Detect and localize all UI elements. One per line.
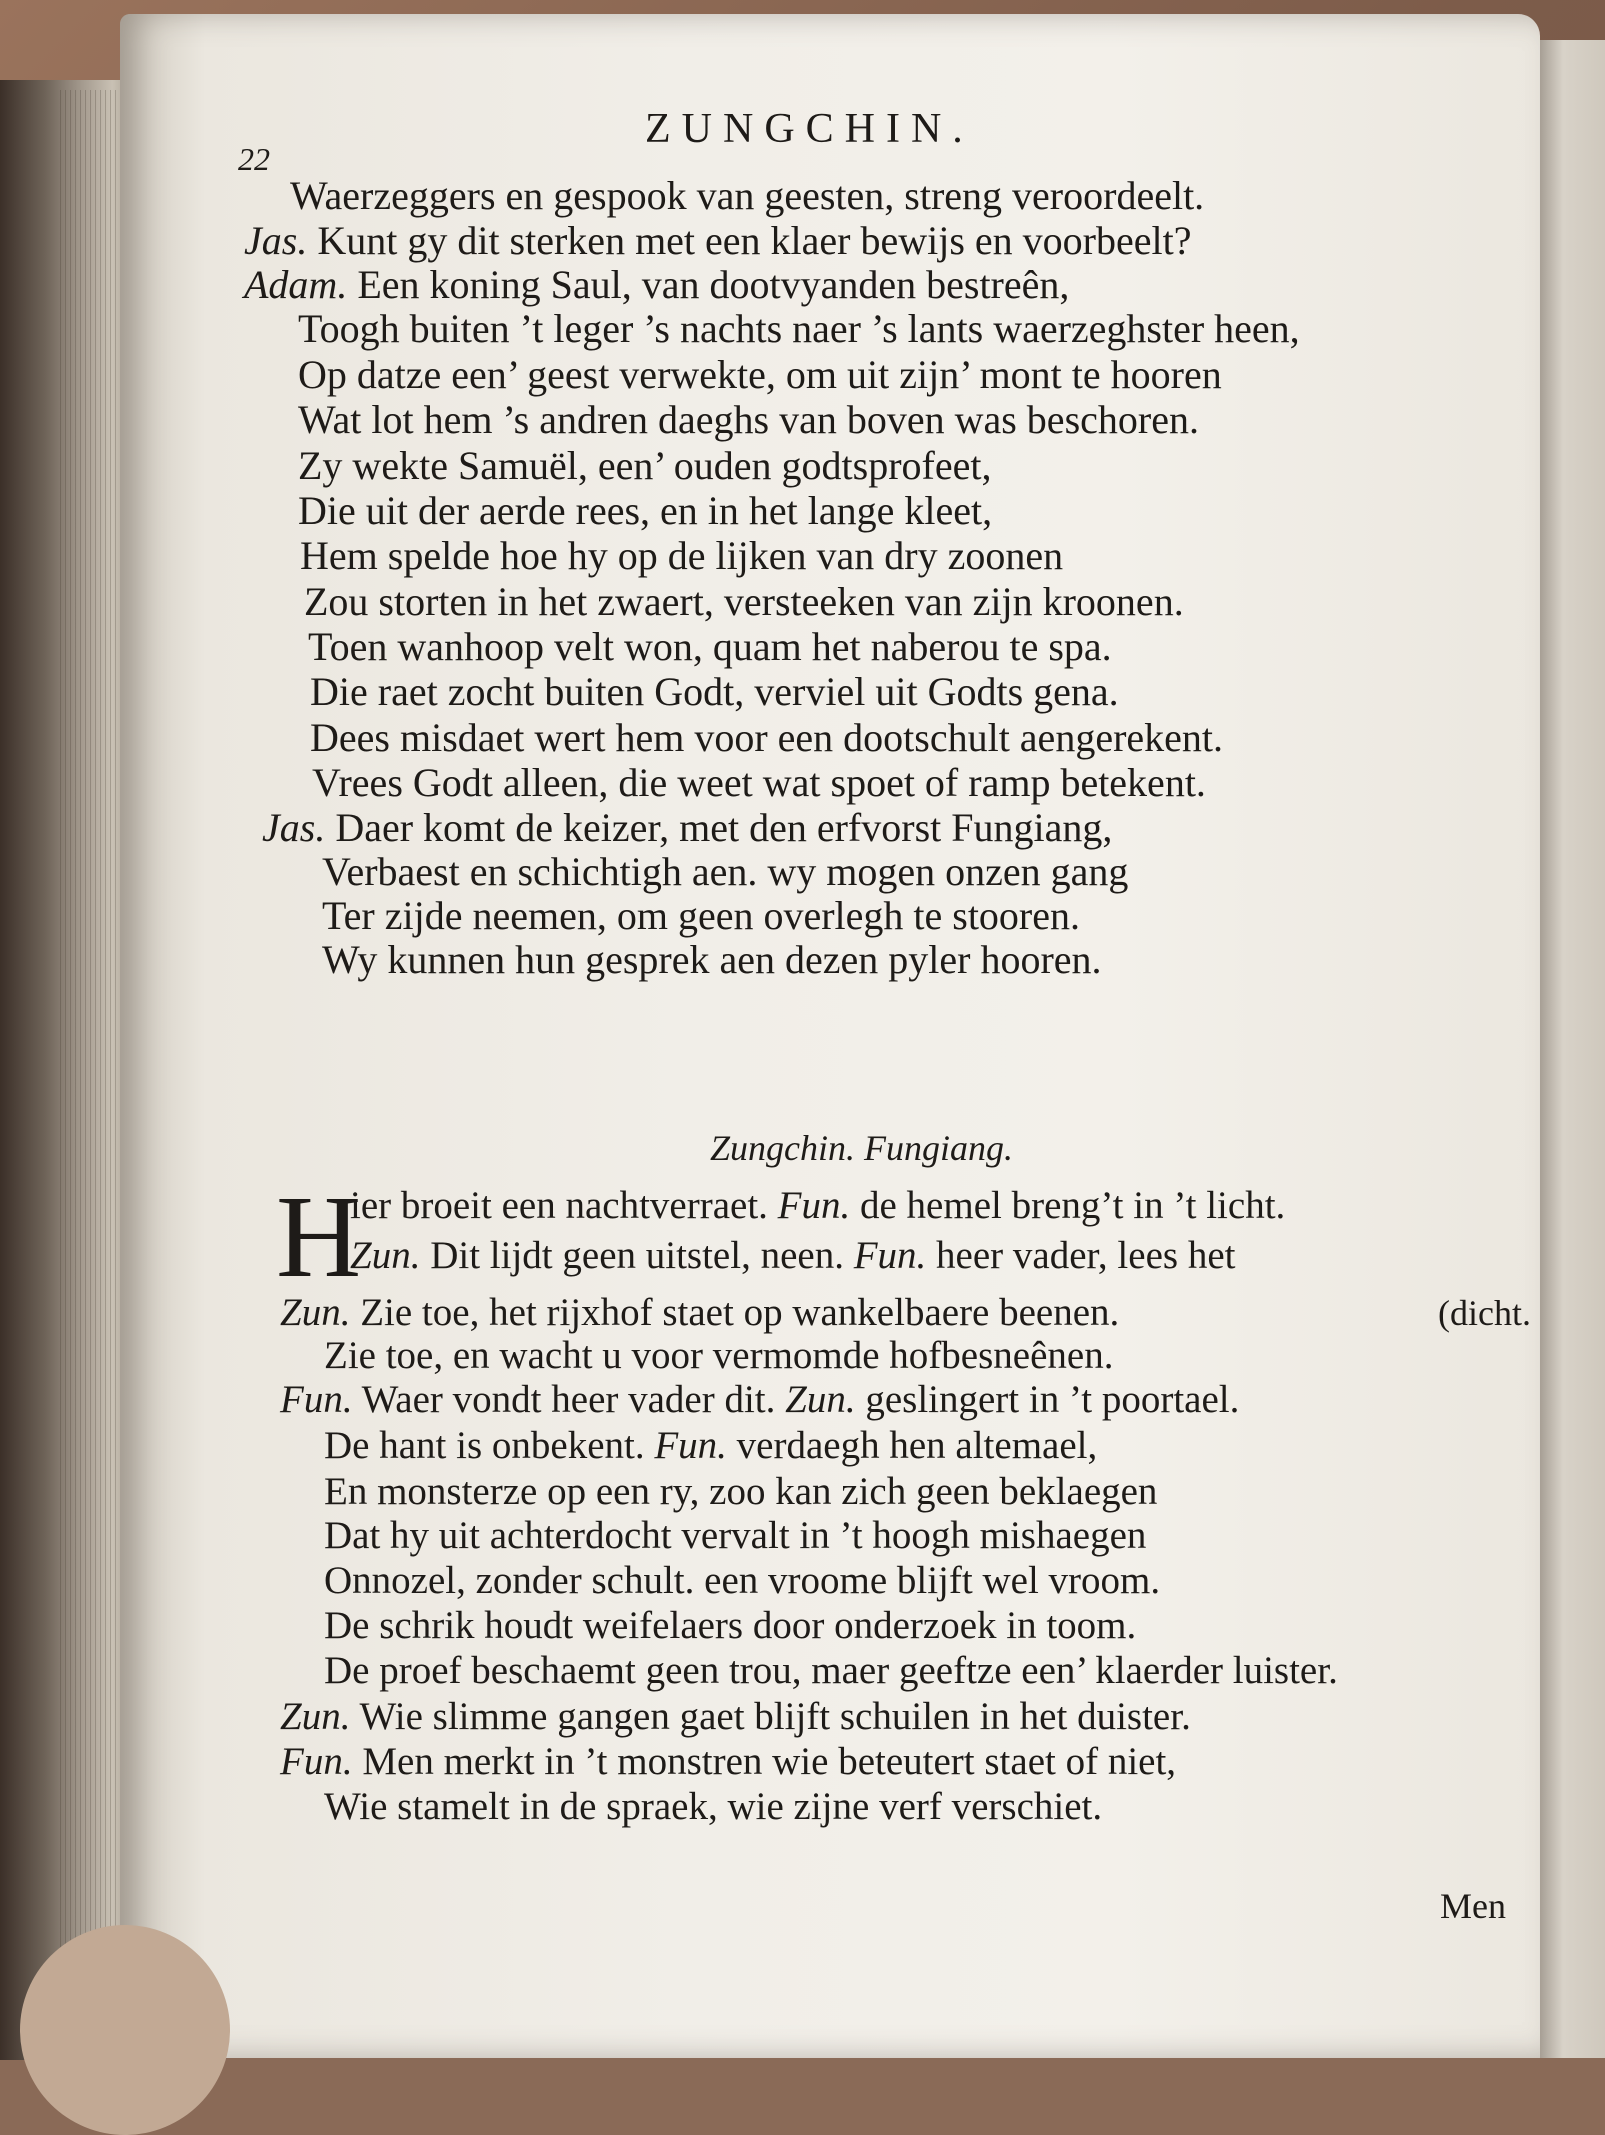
verse-line	[324, 1606, 1136, 1645]
verse-line	[350, 1236, 1235, 1275]
line-text: Daer komt de keizer, met den erfvorst Fungiang,	[335, 805, 1113, 850]
verse-line	[324, 1336, 1113, 1375]
line-text: Vrees Godt alleen, die weet wat spoet of ramp betekent.	[312, 760, 1206, 805]
speaker-label: Zun.	[280, 1695, 351, 1738]
thumb-marker	[20, 1925, 230, 2135]
line-text: de hemel breng’t in ’t licht.	[860, 1184, 1286, 1227]
line-text: Ter zijde neemen, om geen overlegh te stooren.	[322, 893, 1081, 938]
verse-line	[324, 1787, 1102, 1826]
verse-line	[324, 1516, 1146, 1555]
line-text: heer vader, lees het	[936, 1234, 1236, 1277]
speaker-label: Adam.	[244, 262, 348, 307]
speaker-label: Fun.	[280, 1378, 353, 1421]
line-text: Wie stamelt in de spraek, wie zijne verf verschiet.	[324, 1785, 1103, 1828]
verse-line	[262, 805, 1113, 850]
verse-line	[324, 1651, 1338, 1690]
verse-line	[308, 624, 1112, 669]
line-text: Zie toe, het rijxhof staet op wankelbaere beenen.	[360, 1291, 1120, 1334]
verse-line	[244, 218, 1192, 263]
verse-line	[298, 352, 1222, 397]
line-text: Wy kunnen hun gesprek aen dezen pyler hooren.	[322, 937, 1102, 982]
speaker-label: Fun.	[654, 1424, 727, 1467]
verse-line	[322, 849, 1129, 894]
speaker-label: Fun.	[777, 1184, 851, 1227]
verse-line	[300, 533, 1064, 578]
drop-cap: H	[276, 1171, 362, 1302]
verse-line	[280, 1742, 1176, 1781]
line-text: geslingert in ’t poortael.	[865, 1378, 1240, 1421]
speaker-label: Zun.	[785, 1378, 856, 1421]
adjacent-page	[1535, 40, 1605, 2058]
speaker-label: Jas.	[262, 805, 326, 850]
line-text: Onnozel, zonder schult. een vroome blijft wel vroom.	[324, 1559, 1161, 1602]
line-text: Kunt gy dit sterken met een klaer bewijs en voorbeelt?	[317, 218, 1192, 263]
verse-line	[322, 893, 1081, 938]
verse-line	[350, 1186, 1285, 1225]
verse-line	[322, 937, 1102, 982]
line-text: Die raet zocht buiten Godt, verviel uit Godts gena.	[310, 669, 1119, 714]
speaker-label: Zun.	[280, 1291, 351, 1334]
speaker-label: Zun.	[350, 1234, 421, 1277]
line-text: De proef beschaemt geen trou, maer geeftze een’ klaerder luister.	[324, 1649, 1338, 1692]
verse-line	[324, 1472, 1157, 1511]
verse-line	[312, 760, 1206, 805]
catchword: Men	[1440, 1886, 1506, 1926]
line-text: Dat hy uit achterdocht vervalt in ’t hoogh mishaegen	[324, 1514, 1147, 1557]
line-text: Dit lijdt geen uitstel, neen.	[430, 1234, 844, 1277]
line-text: Een koning Saul, van dootvyanden bestreên,	[357, 262, 1070, 307]
line-text: Dees misdaet wert hem voor een dootschult aengerekent.	[310, 715, 1224, 760]
page-number: 22	[238, 141, 270, 177]
line-text: Waerzeggers en gespook van geesten, streng veroordeelt.	[290, 173, 1205, 218]
verse-line	[324, 1426, 1097, 1465]
verse-line	[280, 1697, 1191, 1736]
line-text: Men merkt in ’t monstren wie beteutert staet of niet,	[362, 1740, 1177, 1783]
scene-heading: Zungchin. Fungiang.	[710, 1128, 1013, 1168]
verse-line	[280, 1380, 1239, 1419]
speaker-label: Fun.	[853, 1234, 927, 1277]
line-text: Zy wekte Samuël, een’ ouden godtsprofeet,	[298, 443, 992, 488]
speaker-label: Fun.	[280, 1740, 353, 1783]
line-text: Waer vondt heer vader dit.	[361, 1378, 776, 1421]
line-text: Die uit der aerde rees, en in het lange kleet,	[298, 488, 993, 533]
verse-line	[280, 1293, 1119, 1332]
line-text: Wie slimme gangen gaet blijft schuilen in het duister.	[359, 1695, 1191, 1738]
verse-line	[298, 488, 993, 533]
line-text: Zou storten in het zwaert, versteeken van zijn kroonen.	[304, 579, 1184, 624]
verse-line	[290, 173, 1205, 218]
overflow-word: (dicht.	[1438, 1293, 1531, 1333]
line-text: ier broeit een nachtverraet.	[350, 1184, 768, 1227]
line-text: De schrik houdt weifelaers door onderzoek in toom.	[324, 1604, 1137, 1647]
line-text: Wat lot hem ’s andren daeghs van boven was beschoren.	[298, 397, 1199, 442]
verse-line	[298, 397, 1199, 442]
line-text: Toogh buiten ’t leger ’s nachts naer ’s lants waerzeghster heen,	[298, 306, 1300, 351]
verse-line	[298, 306, 1300, 351]
line-text: Hem spelde hoe hy op de lijken van dry zoonen	[300, 533, 1064, 578]
line-text: Zie toe, en wacht u voor vermomde hofbesneênen.	[324, 1334, 1114, 1377]
verse-line	[304, 579, 1184, 624]
verse-line	[324, 1561, 1160, 1600]
verse-line	[310, 715, 1224, 760]
verse-line	[298, 443, 992, 488]
line-text: Toen wanhoop velt won, quam het naberou te spa.	[308, 624, 1112, 669]
verse-line	[310, 669, 1119, 714]
line-text: En monsterze op een ry, zoo kan zich geen beklaegen	[324, 1470, 1158, 1513]
speaker-label: Jas.	[244, 218, 308, 263]
running-header: ZUNGCHIN.	[645, 106, 974, 152]
line-text: verdaegh hen altemael,	[736, 1424, 1098, 1467]
line-text: De hant is onbekent.	[324, 1424, 645, 1467]
verse-line	[244, 262, 1070, 307]
line-text: Op datze een’ geest verwekte, om uit zijn’ mont te hooren	[298, 352, 1222, 397]
line-text: Verbaest en schichtigh aen. wy mogen onzen gang	[322, 849, 1129, 894]
